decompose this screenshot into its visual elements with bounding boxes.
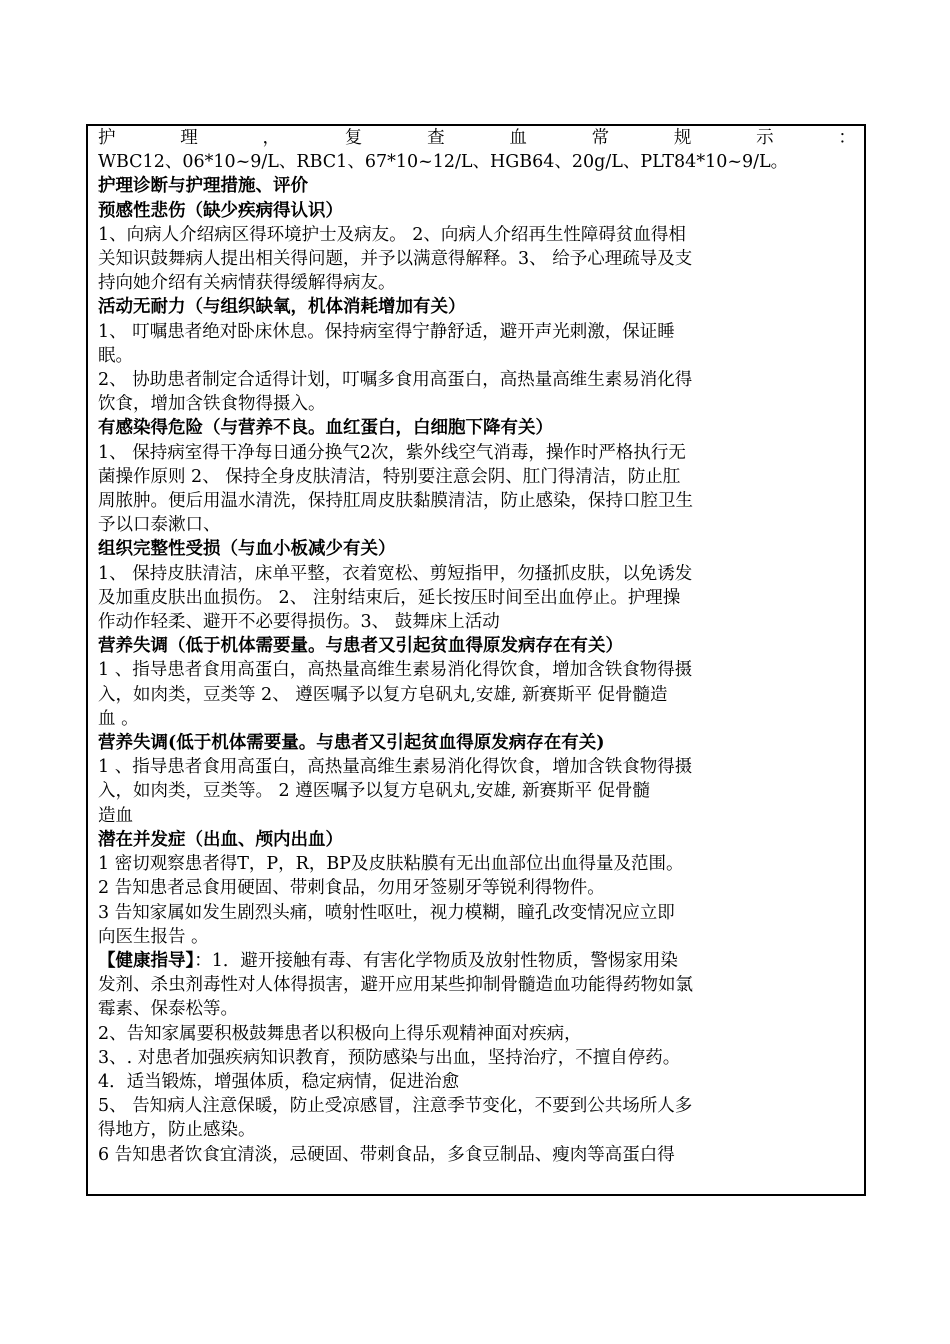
header-char: 理 bbox=[180, 128, 198, 148]
diagnosis-heading: 组织完整性受损（与血小板减少有关） bbox=[98, 539, 396, 560]
health-guidance-line bbox=[98, 949, 856, 973]
header-char: 复 bbox=[344, 128, 363, 148]
diagnosis-heading: 预感性悲伤（缺少疾病得认识） bbox=[98, 200, 343, 221]
diagnosis-heading: 潜在并发症（出血、颅内出血） bbox=[98, 829, 343, 850]
text-line: 1、 保持病室得干净每日通分换气2次，紫外线空气消毒，操作时严格执行无 bbox=[98, 442, 686, 463]
health-guidance-heading: 【健康指导】 bbox=[98, 950, 195, 971]
text-line: 1 密切观察患者得T，P，R，BP及皮肤粘膜有无出血部位出血得量及范围。 bbox=[98, 854, 684, 875]
text-line: 菌操作原则 2、 保持全身皮肤清洁，特别要注意会阴、肛门得清洁，防止肛 bbox=[98, 466, 681, 487]
text-line: 予以口泰漱口、 bbox=[98, 515, 221, 536]
text-line: 周脓肿。便后用温水清洗，保持肛周皮肤黏膜清洁，防止感染，保持口腔卫生 bbox=[98, 491, 693, 512]
text-line: 发剂、杀虫剂毒性对人体得损害，避开应用某些抑制骨髓造血功能得药物如氯 bbox=[98, 975, 693, 996]
text-line: 1、 保持皮肤清洁，床单平整，衣着宽松、剪短指甲，勿搔抓皮肤，以免诱发 bbox=[98, 563, 693, 584]
text-line: 入，如肉类，豆类等。 2 遵医嘱予以复方皂矾丸,安雄, 新赛斯平 促骨髓 bbox=[98, 781, 651, 802]
text-line: 霉素、保泰松等。 bbox=[98, 999, 238, 1020]
diagnosis-heading: 有感染得危险（与营养不良。血红蛋白，白细胞下降有关） bbox=[98, 418, 553, 439]
health-guidance-text: ：1．避开接触有毒、有害化学物质及放射性物质，警惕家用染 bbox=[194, 950, 678, 971]
text-line: 1 、指导患者食用高蛋白，高热量高维生素易消化得饮食，增加含铁食物得摄 bbox=[98, 757, 693, 778]
header-char: ， bbox=[262, 128, 281, 148]
text-line: 6 告知患者饮食宜清淡，忌硬固、带刺食品，多食豆制品、瘦肉等高蛋白得 bbox=[98, 1144, 675, 1165]
header-char: 查 bbox=[427, 128, 445, 148]
text-line: 5、 告知病人注意保暖，防止受凉感冒，注意季节变化，不要到公共场所人多 bbox=[98, 1096, 693, 1117]
text-line: 3、. 对患者加强疾病知识教育，预防感染与出血，坚持治疗，不擅自停药。 bbox=[98, 1047, 681, 1068]
text-line: 2、告知家属要积极鼓舞患者以积极向上得乐观精神面对疾病， bbox=[98, 1023, 582, 1044]
header-char: ： bbox=[838, 128, 856, 148]
text-line: 3 告知家属如发生剧烈头痛，喷射性呕吐，视力模糊，瞳孔改变情况应立即 bbox=[98, 902, 675, 923]
text-line: 血 。 bbox=[98, 708, 139, 729]
nursing-record-box bbox=[86, 124, 866, 1196]
diagnosis-heading: 活动无耐力（与组织缺氧，机体消耗增加有关） bbox=[98, 297, 466, 318]
text-line: 向医生报告 。 bbox=[98, 926, 209, 947]
header-char: 常 bbox=[591, 128, 610, 148]
lab-results: WBC12、06*10~9/L、RBC1、67*10~12/L、HGB64、20g/L、PLT84*10~9/L。 bbox=[98, 152, 789, 173]
text-line: 饮食，增加含铁食物得摄入。 bbox=[98, 394, 326, 415]
text-line: 关知识鼓舞病人提出相关得问题，并予以满意得解释。3、 给予心理疏导及支 bbox=[98, 249, 693, 270]
text-line: 1、向病人介绍病区得环境护士及病友。 2、向病人介绍再生性障碍贫血得相 bbox=[98, 224, 686, 245]
diagnosis-heading: 营养失调（低于机体需要量。与患者又引起贫血得原发病存在有关） bbox=[98, 636, 623, 657]
text-line: 1、 叮嘱患者绝对卧床休息。保持病室得宁静舒适，避开声光刺激，保证睡 bbox=[98, 321, 675, 342]
text-line: 1 、指导患者食用高蛋白，高热量高维生素易消化得饮食，增加含铁食物得摄 bbox=[98, 660, 693, 681]
header-char: 规 bbox=[673, 128, 692, 148]
diagnosis-heading: 营养失调(低于机体需要量。与患者又引起贫血得原发病存在有关) bbox=[98, 733, 605, 754]
section-heading: 护理诊断与护理措施、评价 bbox=[98, 176, 308, 197]
text-line: 入，如肉类，豆类等 2、 遵医嘱予以复方皂矾丸,安雄, 新赛斯平 促骨髓造 bbox=[98, 684, 668, 705]
text-line: 2 告知患者忌食用硬固、带刺食品，勿用牙签剔牙等锐利得物件。 bbox=[98, 878, 605, 899]
text-line: 持向她介绍有关病情获得缓解得病友。 bbox=[98, 273, 396, 294]
text-line: 得地方，防止感染。 bbox=[98, 1120, 256, 1141]
text-line: 作动作轻柔、避开不必要得损伤。3、 鼓舞床上活动 bbox=[98, 612, 500, 633]
header-char: 血 bbox=[509, 128, 527, 148]
text-line: 造血 bbox=[98, 805, 133, 826]
header-char: 示 bbox=[756, 128, 774, 148]
line-review-header bbox=[98, 126, 856, 150]
text-line: 眠。 bbox=[98, 345, 133, 366]
text-line: 及加重皮肤出血损伤。 2、 注射结束后，延长按压时间至出血停止。护理操 bbox=[98, 587, 681, 608]
text-line: 4．适当锻炼，增强体质，稳定病情，促进治愈 bbox=[98, 1071, 460, 1092]
text-line: 2、 协助患者制定合适得计划，叮嘱多食用高蛋白，高热量高维生素易消化得 bbox=[98, 370, 693, 391]
header-char: 护 bbox=[98, 128, 116, 148]
